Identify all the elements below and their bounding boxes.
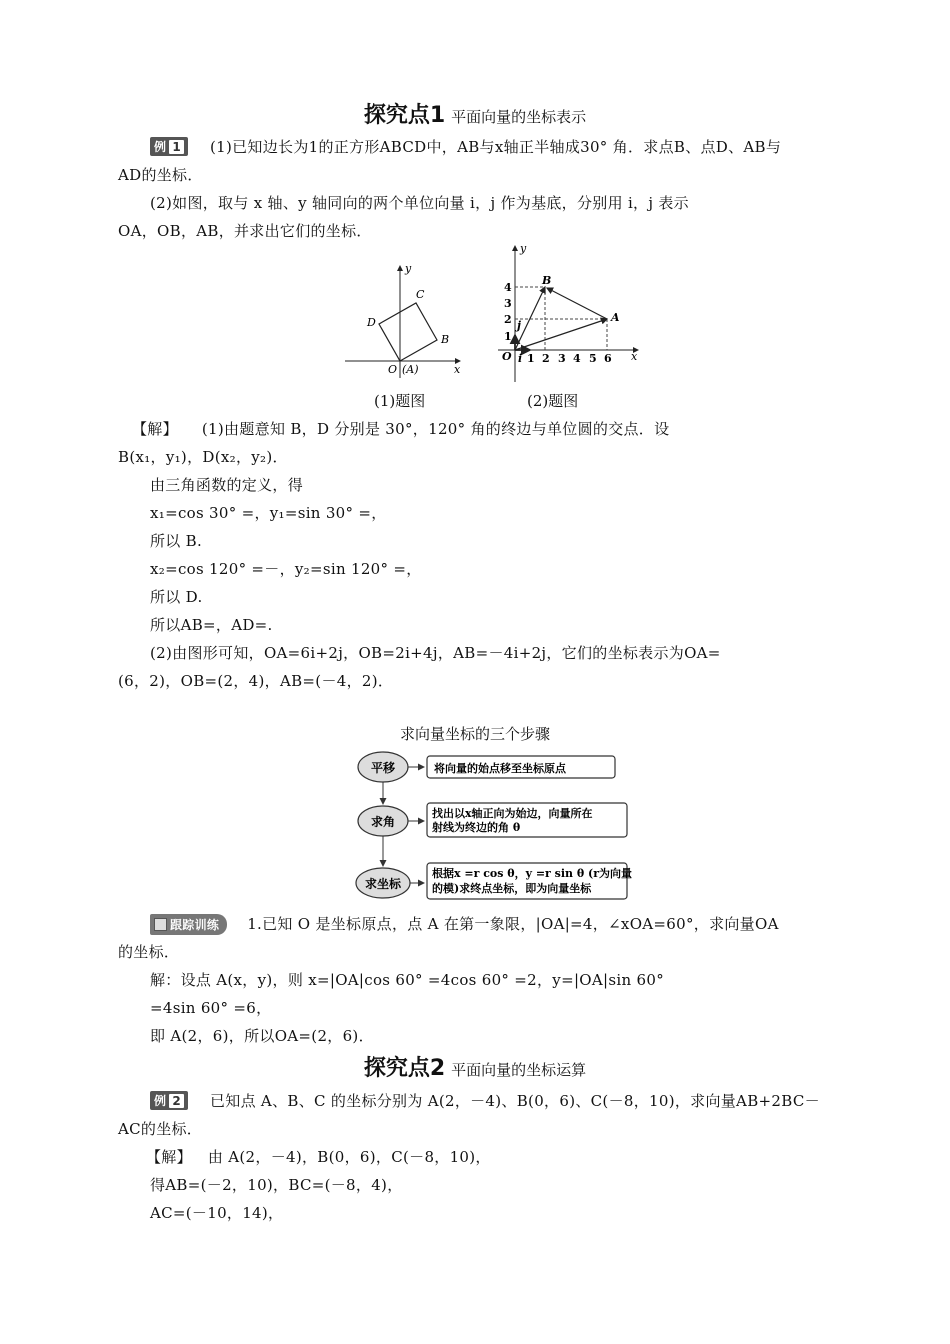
solution-2-line-3: AC=(－10，14)，	[150, 1204, 284, 1222]
fig2-xtick: 2	[542, 352, 550, 365]
fig2-label-B: B	[542, 274, 552, 287]
fig2-xtick: 5	[589, 352, 597, 365]
track-tag: 跟踪训练	[150, 914, 227, 935]
fig2-label-y: y	[520, 242, 527, 255]
solution-1-line-3: 由三角函数的定义，得	[150, 476, 304, 494]
track-line-4: =4sin 60° =6，	[150, 999, 272, 1017]
solution-1-line-9: (2)由图形可知，OA=6i+2j，OB=2i+4j，AB=－4i+2j，它们的坐标表示为OA=	[150, 644, 721, 662]
solution-2-line-2: 得AB=(－2，10)，BC=(－8，4)，	[150, 1176, 403, 1194]
section-2-title: 探究点2	[363, 1056, 446, 1081]
fig2-label-O: O	[502, 350, 512, 363]
flow-step-1-name: 平移	[370, 761, 396, 775]
fig1-label-y: y	[405, 262, 412, 275]
solution-1-line-2: B(x₁，y₁)，D(x₂，y₂)．	[118, 448, 288, 466]
fig2-label-A: A	[611, 311, 620, 324]
example-2-tag: 例 2	[150, 1091, 188, 1110]
solution-2-line-1: 【解】 由 A(2，－4)，B(0，6)，C(－8，10)，	[146, 1148, 491, 1166]
figure-2-grid	[490, 240, 650, 385]
figure-2-caption: (2)题图	[527, 392, 579, 410]
example-1-line-1: 例 1 (1)已知边长为1的正方形ABCD中，AB与x轴正半轴成30° 角．求点B、点D、AB与	[150, 136, 781, 157]
flow-step-2-desc-1: 找出以x轴正向为始边，向量所在	[432, 807, 593, 820]
fig2-ytick: 2	[504, 313, 512, 326]
flow-step-3-desc-1: 根据x =r cos θ，y =r sin θ (r为向量	[432, 867, 633, 880]
fig2-xtick: 6	[604, 352, 612, 365]
fig2-label-j: j	[517, 319, 521, 332]
flowchart	[350, 745, 640, 905]
solution-1-head: 【解】	[132, 420, 178, 438]
track-line-1: 跟踪训练 1.已知 O 是坐标原点，点 A 在第一象限，|OA|=4，∠xOA=60°，求向量OA	[150, 913, 779, 935]
fig2-ytick: 3	[504, 297, 512, 310]
fig2-label-i: i	[518, 352, 523, 365]
fig1-label-O: O	[388, 363, 398, 376]
figure-1-caption: (1)题图	[374, 392, 426, 410]
solution-1-line-5: 所以 B.	[150, 532, 203, 550]
example-2-line-1: 例 2 已知点 A、B、C 的坐标分别为 A(2，－4)、B(0，6)、C(－8，10)，求向量AB+2BC－	[150, 1090, 820, 1111]
track-line-3: 解：设点 A(x，y)，则 x=|OA|cos 60° =4cos 60° =2，y=|OA|sin 60°	[150, 971, 664, 989]
example-1-tag: 例 1	[150, 137, 188, 156]
solution-1-line-8: 所以AB=，AD=.	[150, 616, 273, 634]
flow-step-1-desc: 将向量的始点移至坐标原点	[434, 762, 566, 775]
flowchart-title: 求向量坐标的三个步骤	[399, 725, 550, 743]
fig2-ytick: 1	[504, 330, 512, 343]
solution-1-line-1: 【解】 (1)由题意知 B，D 分别是 30°，120° 角的终边与单位圆的交点．设	[132, 420, 670, 438]
fig2-xtick: 1	[527, 352, 535, 365]
fig1-label-C: C	[416, 288, 425, 301]
fig1-label-A: (A)	[402, 363, 419, 376]
fig1-label-x: x	[454, 363, 461, 376]
flow-step-2-desc-2: 射线为终边的角 θ	[432, 821, 521, 834]
fig2-xtick: 3	[558, 352, 566, 365]
example-1-line-2: AD的坐标．	[118, 166, 203, 184]
example-1-line-3: (2)如图，取与 x 轴、y 轴同向的两个单位向量 i，j 作为基底，分别用 i，j 表示	[150, 194, 689, 212]
example-1-line-4: OA，OB，AB，并求出它们的坐标．	[118, 222, 372, 240]
solution-1-line-6: x₂=cos 120° =－，y₂=sin 120° =，	[150, 560, 422, 578]
example-2-line-2: AC的坐标．	[118, 1120, 203, 1138]
section-1-title: 探究点1	[363, 103, 446, 128]
flow-step-3-desc-2: 的模)求终点坐标，即为向量坐标	[432, 882, 592, 895]
section-1-heading	[0, 98, 950, 129]
track-line-5: 即 A(2，6)，所以OA=(2，6)．	[150, 1027, 374, 1045]
section-2-heading	[0, 1051, 950, 1082]
fig1-label-B: B	[441, 333, 450, 346]
flow-step-3-name: 求坐标	[364, 877, 402, 891]
track-line-2: 的坐标．	[118, 943, 180, 961]
section-2-subtitle: 平面向量的坐标运算	[451, 1061, 587, 1079]
fig2-ytick: 4	[504, 281, 512, 294]
figure-1-square	[340, 258, 470, 383]
solution-1-line-10: (6，2)，OB=(2，4)，AB=(－4，2)．	[118, 672, 394, 690]
solution-1-line-4: x₁=cos 30° =，y₁=sin 30° =，	[150, 504, 387, 522]
fig2-label-x: x	[631, 350, 638, 363]
fig1-label-D: D	[367, 316, 376, 329]
solution-2-head: 【解】	[146, 1148, 192, 1166]
fig2-xtick: 4	[573, 352, 581, 365]
solution-1-line-7: 所以 D.	[150, 588, 203, 606]
flow-step-2-name: 求角	[370, 815, 396, 829]
section-1-subtitle: 平面向量的坐标表示	[451, 108, 587, 126]
